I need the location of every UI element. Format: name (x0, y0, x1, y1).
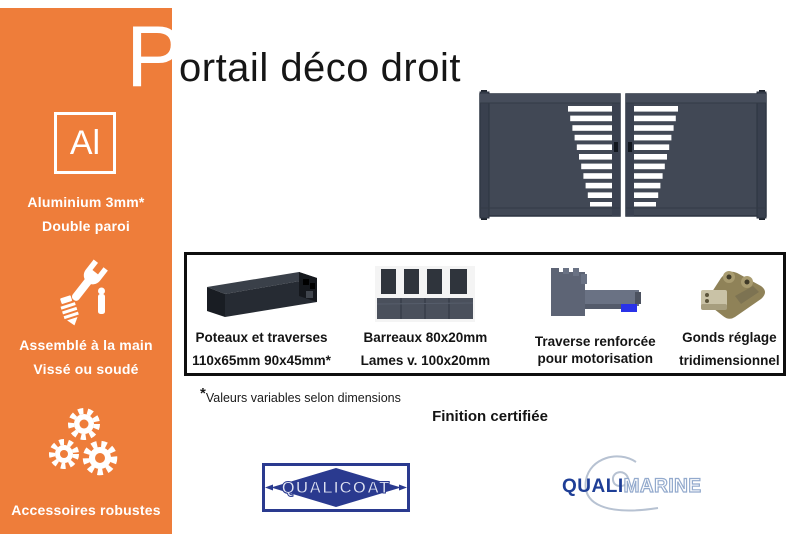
features-box (184, 252, 786, 376)
aluminium-al-icon (54, 112, 116, 174)
gonds-photo (687, 264, 771, 324)
feature-caption: Gonds réglage (682, 330, 777, 345)
sidebar-label-accessoires: Accessoires robustes (11, 502, 161, 518)
feature-caption: Poteaux et traverses (195, 330, 328, 345)
feature-poteaux (187, 255, 336, 373)
sidebar-label-aluminium: Aluminium 3mm* (27, 194, 145, 210)
qualimarine-quali: QUALI (562, 476, 624, 497)
feature-caption: Lames v. 100x20mm (360, 353, 491, 368)
footnote (200, 385, 401, 405)
sidebar-label-double-paroi: Double paroi (42, 218, 130, 234)
footnote-text: Valeurs variables selon dimensions (205, 391, 401, 405)
al-symbol: Al (69, 123, 101, 162)
gate-product-image (478, 90, 768, 225)
feature-caption: tridimensionnel (679, 353, 780, 368)
feature-barreaux (336, 255, 515, 373)
traverse-motorisation-photo (543, 264, 647, 324)
page-title: ortail déco droit (179, 46, 461, 90)
sidebar-label-visse: Vissé ou soudé (33, 361, 139, 377)
gears-icon (44, 406, 128, 487)
certification-heading: Finition certifiée (432, 408, 548, 425)
qualimarine-logo (558, 452, 708, 516)
feature-caption: 110x65mm 90x45mm* (192, 353, 331, 368)
footnote-asterisk: * (200, 385, 206, 402)
poteaux-traverses-photo (203, 264, 321, 324)
page-title-initial: P (126, 9, 184, 105)
feature-gonds (676, 255, 783, 373)
feature-caption: Barreaux 80x20mm (363, 330, 488, 345)
qualimarine-logo-text (562, 476, 712, 498)
qualicoat-logo (262, 463, 410, 512)
feature-caption: Traverse renforcée (534, 334, 656, 349)
sidebar-label-assemble: Assemblé à la main (19, 337, 153, 353)
barreaux-photo (375, 264, 475, 324)
feature-traverse-motorisation (515, 255, 676, 373)
wrench-icon (54, 258, 118, 333)
qualimarine-marine: MARINE (623, 476, 702, 497)
feature-caption: pour motorisation (537, 351, 653, 366)
qualicoat-logo-text: QUALICOAT (281, 478, 391, 497)
